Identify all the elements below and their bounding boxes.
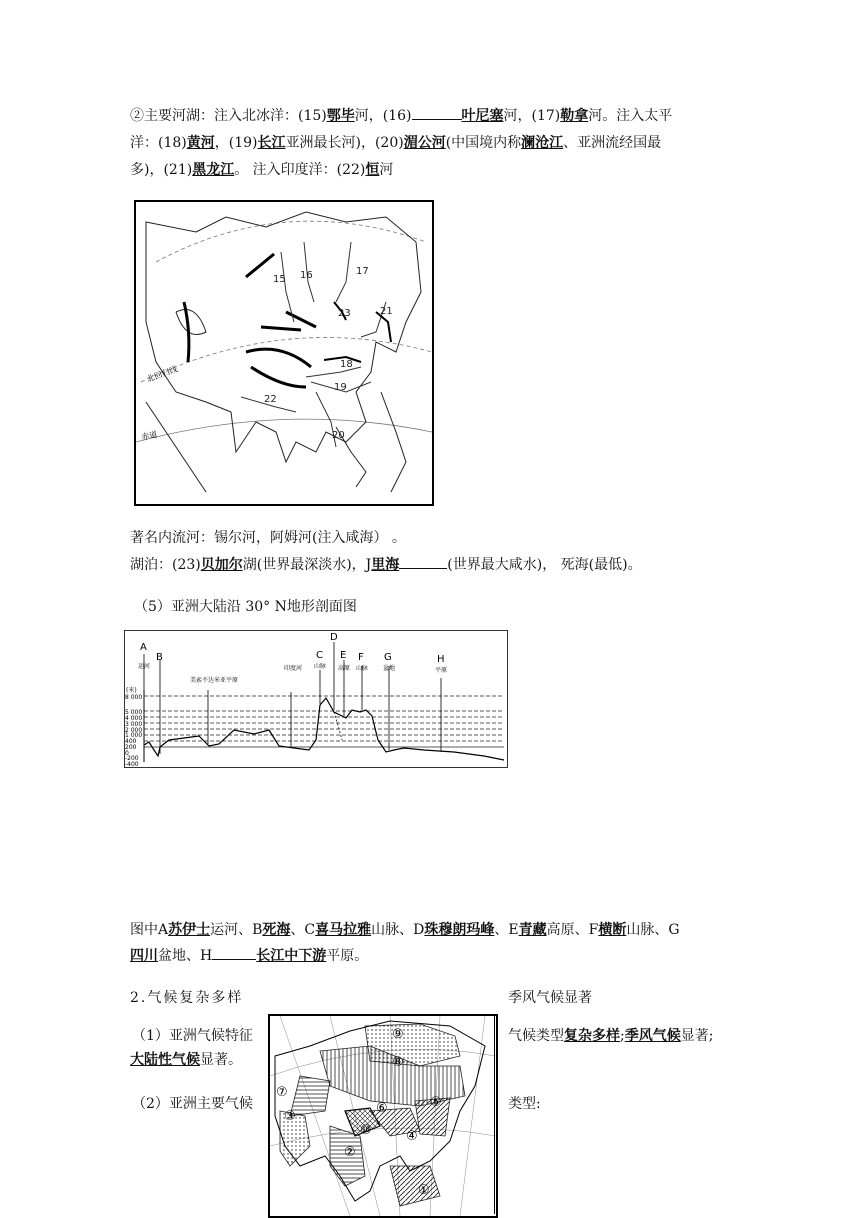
answer-dead-sea: 死海 [262, 922, 291, 938]
zone-2: ② [344, 1145, 356, 1160]
equator-label: 赤道 [140, 429, 159, 442]
blank [399, 568, 447, 569]
tick-4000: 4 000 [125, 715, 143, 722]
answer-yangtze: 长江 [257, 135, 286, 151]
answer-suez: 苏伊士 [168, 922, 211, 938]
figure-text-line-2: 四川盆地、H 长江中下游平原。 [130, 948, 369, 964]
tick-0: 0 [125, 750, 129, 757]
rivers-line-1: ②主要河湖：注入北冰洋：(15)鄂毕河，(16) 叶尼塞河，(17)勒拿河。注入太平 [130, 108, 673, 124]
answer-lena: 勒拿 [560, 108, 589, 124]
map-label-20: 20 [332, 430, 345, 441]
answer-complex: 复杂多样 [564, 1028, 620, 1044]
profile-name-basin: 盆地 [383, 665, 396, 672]
climate-right-p2: 类型: [508, 1096, 541, 1112]
climate-p1-answer: 大陆性气候显著。 [130, 1052, 242, 1068]
map-label-23: 23 [338, 308, 351, 319]
profile-name-range-f: 山脉 [356, 665, 369, 672]
map-divider [494, 1014, 495, 1214]
tick-minus400: -400 [125, 761, 139, 768]
answer-himalaya: 喜马拉雅 [315, 922, 372, 938]
profile-letter-h: H [437, 654, 445, 665]
climate-map [268, 1014, 498, 1218]
answer-yangtze-plain: 长江中下游 [256, 948, 327, 964]
climate-p2: （2）亚洲主要气候 [132, 1096, 253, 1112]
figure-text-line-1: 图中A苏伊士运河、B死海、C喜马拉雅山脉、D珠穆朗玛峰、E青藏高原、F横断山脉、G [130, 922, 680, 938]
tick-200: 200 [125, 744, 137, 751]
answer-yellow-river: 黄河 [186, 135, 215, 151]
profile-name-range-c: 山脉 [314, 663, 327, 670]
answer-hengduan: 横断 [598, 922, 627, 938]
map-label-22: 22 [264, 394, 277, 405]
answer-yenisei: 叶尼塞 [461, 108, 504, 124]
profile-heading: （5）亚洲大陆沿 30° N地形剖面图 [134, 599, 357, 615]
rivers-line-2: 洋：(18)黄河，(19)长江亚洲最长河)，(20)湄公河(中国境内称澜沧江、亚洲流经国最 [130, 135, 662, 151]
zone-9: ⑨ [392, 1027, 404, 1042]
map-label-17: 17 [356, 266, 369, 277]
answer-continental: 大陆性气候 [130, 1052, 200, 1068]
map-label-16: 16 [300, 270, 313, 281]
tick-400: 400 [125, 738, 137, 745]
answer-sichuan: 四川 [130, 948, 158, 964]
profile-letter-b: B [156, 652, 163, 663]
answer-caspian: 里海 [371, 557, 400, 573]
map-label-19: 19 [334, 382, 347, 393]
zone-6: ⑥ [376, 1101, 388, 1116]
blank [412, 119, 462, 120]
profile-letter-c: C [316, 650, 323, 661]
profile-name-plain: 平原 [435, 667, 448, 674]
zone-4: ④ [406, 1129, 418, 1144]
zone-7: ⑦ [276, 1085, 288, 1100]
profile-letter-a: A [140, 642, 147, 653]
profile-name-indus: 印度河 [284, 665, 303, 672]
answer-ob: 鄂毕 [326, 108, 355, 124]
asia-rivers-map-svg [136, 202, 432, 504]
zone-5: ⑤ [430, 1095, 442, 1110]
map-label-21: 21 [380, 306, 393, 317]
answer-amur: 黑龙江 [192, 162, 235, 178]
map-label-18: 18 [340, 359, 353, 370]
zone-8: ⑧ [392, 1055, 404, 1070]
profile-letter-e: E [340, 650, 347, 661]
zone-10: ⑩ [360, 1123, 372, 1138]
profile-letter-d: D [330, 632, 338, 643]
profile-diagram [124, 630, 508, 768]
profile-name-plateau: 高原 [338, 665, 351, 672]
answer-lancang: 澜沧江 [521, 135, 564, 151]
answer-ganges: 恒 [365, 162, 380, 178]
asia-rivers-map [134, 200, 434, 506]
answer-everest: 珠穆朗玛峰 [424, 922, 495, 938]
climate-right-heading: 季风气候显著 [508, 990, 592, 1006]
profile-name-canal: 运河 [138, 663, 151, 670]
tick-3000: 3 000 [125, 721, 143, 728]
tick-minus200: -200 [125, 755, 139, 762]
climate-p1-label: （1）亚洲气候特征 [132, 1028, 253, 1044]
tick-unit: (米) [126, 687, 137, 694]
zone-3: ③ [284, 1109, 296, 1124]
profile-svg [124, 630, 508, 768]
tropic-label: 北回归线 [145, 364, 179, 384]
climate-heading: 2.气候复杂多样 [130, 990, 244, 1006]
tick-2000: 2 000 [125, 727, 143, 734]
answer-monsoon: 季风气候 [624, 1028, 681, 1044]
zone-1: ① [418, 1183, 430, 1198]
blank [212, 959, 256, 960]
answer-mekong: 湄公河 [403, 135, 446, 151]
tick-8000: 8 000 [125, 694, 143, 701]
answer-tibet: 青藏 [518, 922, 547, 938]
map-label-15: 15 [273, 274, 286, 285]
profile-letter-f: F [358, 652, 364, 663]
climate-right-p1: 气候类型复杂多样;季风气候显著; [508, 1028, 714, 1044]
climate-map-svg [270, 1016, 496, 1216]
rivers-line-3: 多)，(21)黑龙江。 注入印度洋：(22)恒河 [130, 162, 394, 178]
lakes-line: 湖泊：(23)贝加尔湖(世界最深淡水)，J里海 (世界最大咸水)， 死海(最低)。 [130, 557, 642, 573]
answer-baikal: 贝加尔 [200, 557, 243, 573]
tick-5000: 5 000 [125, 709, 143, 716]
tick-1000: 1 000 [125, 732, 143, 739]
inland-rivers-line: 著名内流河：锡尔河，阿姆河(注入咸海） 。 [130, 530, 406, 546]
profile-letter-g: G [384, 652, 392, 663]
profile-name-mesopotamia: 美索不达米亚平原 [190, 677, 239, 684]
